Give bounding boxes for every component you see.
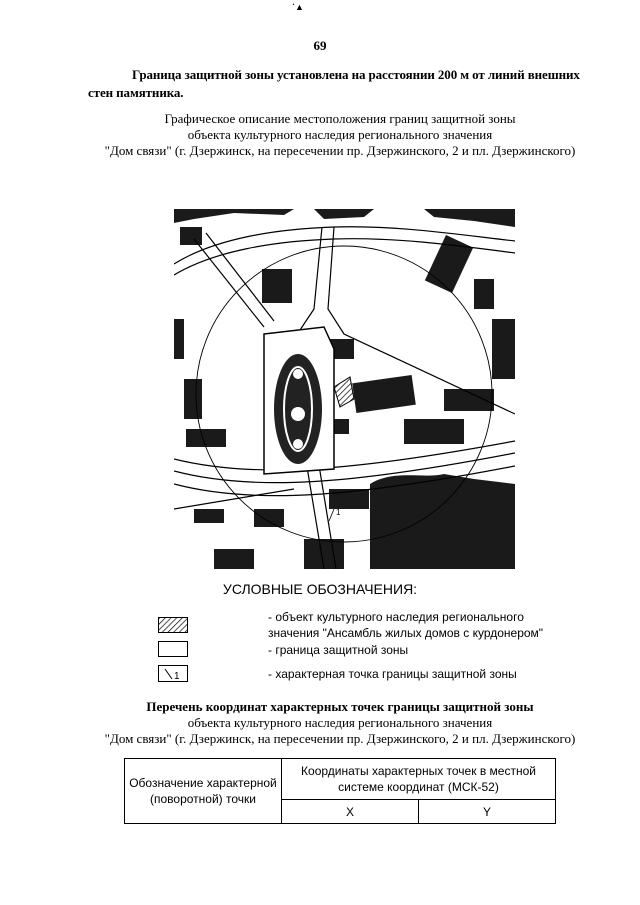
map-title-line-2: объекта культурного наследия регионального значения <box>187 127 493 142</box>
coords-title-line-3: "Дом связи" (г. Дзержинск, на пересечении пр. Дзержинского, 2 и пл. Дзержинского) <box>104 731 576 746</box>
heritage-object-area <box>334 377 354 407</box>
point-marker-number: 1 <box>174 671 180 682</box>
map-point-label: 1 <box>336 508 341 517</box>
map-graphic <box>174 209 515 569</box>
legend-item-boundary: - граница защитной зоны <box>268 643 409 657</box>
legend-item-heritage-line-2: значения "Ансамбль жилых домов с курдонером" <box>268 626 544 640</box>
site-plan-map <box>174 209 515 569</box>
col-point-header: Обозначение характерной (поворотной) точки <box>125 759 282 824</box>
coordinates-table <box>124 758 556 824</box>
boundary-point-marker <box>329 508 341 521</box>
col-coordinates-header: Координаты характерных точек в местной системе координат (МСК-52) <box>282 759 556 800</box>
scan-mark: ˙▲ <box>292 2 304 12</box>
col-x-header: X <box>282 800 419 824</box>
coords-title-line-2: объекта культурного наследия регионального значения <box>187 715 493 730</box>
point-marker-icon <box>158 665 188 682</box>
legend-title: УСЛОВНЫЕ ОБОЗНАЧЕНИЯ: <box>222 581 418 597</box>
map-title-line-1: Графическое описание местоположения границ защитной зоны <box>164 111 516 126</box>
map-title-line-3: "Дом связи" (г. Дзержинск, на пересечении пр. Дзержинского, 2 и пл. Дзержинского) <box>104 143 576 158</box>
col-y-header: Y <box>418 800 555 824</box>
coords-title-line-1: Перечень координат характерных точек границы защитной зоны <box>146 699 534 714</box>
legend-item-heritage-line-1: - объект культурного наследия регионального <box>268 610 524 624</box>
intro-paragraph: Граница защитной зоны установлена на расстоянии 200 м от линий внешних стен памятника. <box>88 67 580 100</box>
boundary-rectangle-icon <box>158 641 188 657</box>
legend-item-point: - характерная точка границы защитной зоны <box>268 667 517 681</box>
page-number: 69 <box>313 38 327 53</box>
hatched-rectangle-icon <box>158 617 188 633</box>
